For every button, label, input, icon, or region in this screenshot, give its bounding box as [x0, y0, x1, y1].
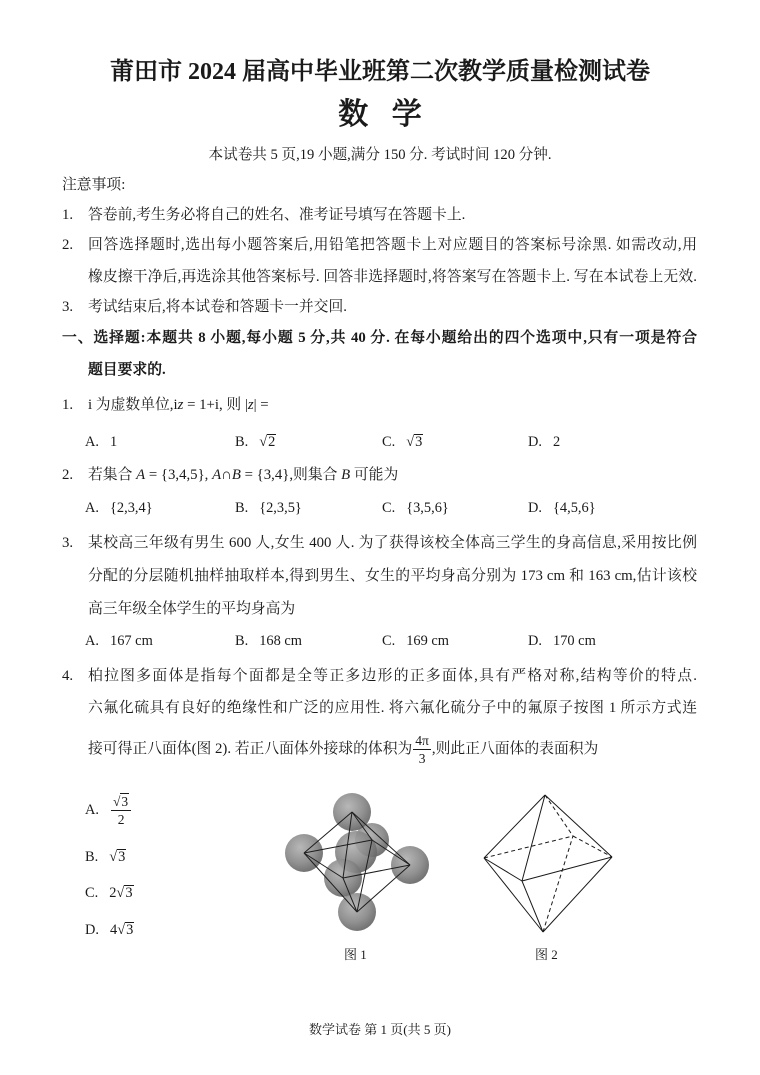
option-label: A.	[85, 434, 99, 450]
sqrt-expression	[113, 793, 129, 810]
option-value: 170 cm	[553, 633, 596, 649]
radicand: 3	[126, 922, 134, 938]
octahedron-edge	[484, 858, 522, 881]
math-variable: B	[341, 467, 351, 483]
figure-1-caption: 图 1	[344, 947, 367, 962]
option-value: 2	[553, 434, 561, 450]
coefficient: 4	[110, 922, 118, 938]
sqrt-sign: √	[113, 794, 121, 810]
exam-info: 本试卷共 5 页,19 小题,满分 150 分. 考试时间 120 分钟.	[208, 147, 552, 163]
option-label: C.	[382, 633, 396, 649]
figure-2-caption: 图 2	[535, 947, 558, 962]
option-label: A.	[85, 500, 99, 516]
option-a	[85, 498, 153, 518]
question-number: 3.	[62, 535, 74, 551]
octahedron-edge	[484, 795, 545, 858]
stem-text: i 为虚数单位,i	[88, 397, 178, 413]
option-label: C.	[382, 434, 396, 450]
option-label: D.	[85, 922, 99, 938]
notice-item-text: 回答选择题时,选出每小题答案后,用铅笔把答题卡上对应题目的答案标号涂黑. 如需改动,用	[88, 237, 697, 253]
option-a	[85, 631, 153, 651]
math-variable: z	[247, 397, 254, 413]
stem-text: ,则此正八面体的表面积为	[431, 741, 599, 757]
figure-1-sf6-molecule	[285, 793, 429, 931]
stem-text: 接可得正八面体(图 2). 若正八面体外接球的体积为	[88, 741, 413, 757]
question-number: 2.	[62, 467, 74, 483]
option-value: 167 cm	[110, 633, 153, 649]
option-d	[528, 432, 560, 452]
question-number: 4.	[62, 668, 74, 684]
radicand: 3	[415, 434, 423, 450]
question-2-stem	[88, 465, 398, 485]
question-number: 1.	[62, 397, 74, 413]
sqrt-expression	[116, 883, 133, 903]
subject-title: 数 学	[338, 98, 422, 131]
stem-text: | =	[253, 397, 269, 413]
radicand: 3	[125, 885, 133, 901]
option-a	[85, 790, 132, 830]
stem-text: = 1+i, 则 |	[183, 397, 248, 413]
notice-item-text: 考试结束后,将本试卷和答题卡一并交回.	[88, 299, 347, 315]
intersection-symbol: ∩	[221, 467, 232, 483]
option-b	[235, 631, 302, 651]
octahedron-edge	[522, 857, 612, 881]
sqrt-sign: √	[109, 849, 118, 865]
fraction-denominator: 3	[418, 751, 426, 767]
option-label: B.	[235, 633, 249, 649]
math-variable: A	[212, 467, 222, 483]
option-label: D.	[528, 434, 542, 450]
radicand: 2	[268, 434, 276, 450]
fraction-numerator	[111, 793, 131, 811]
octahedron-edge-hidden	[543, 836, 573, 932]
option-label: D.	[528, 633, 542, 649]
figure-2-octahedron	[484, 795, 612, 932]
radicand: 3	[121, 794, 129, 810]
option-b	[235, 432, 276, 452]
coefficient: 2	[109, 885, 117, 901]
notice-item-number: 3.	[62, 299, 74, 315]
octahedron-edge	[545, 795, 612, 857]
stem-text: = {3,4},则集合	[240, 467, 342, 483]
stem-text: = {3,4,5},	[145, 467, 213, 483]
section-heading: 题目要求的.	[88, 362, 166, 378]
question-4-text	[88, 730, 598, 768]
option-value: 1	[110, 434, 118, 450]
option-a	[85, 432, 117, 452]
math-variable: z	[177, 397, 184, 413]
option-value: {3,5,6}	[406, 500, 449, 516]
sqrt-sign: √	[259, 434, 268, 450]
octahedron-edge	[522, 795, 545, 881]
sqrt-expression	[117, 920, 134, 940]
octahedron-edge-hidden	[484, 836, 573, 858]
option-value: {2,3,4}	[110, 500, 153, 516]
option-c	[382, 498, 449, 518]
notice-item-text: 橡皮擦干净后,再选涂其他答案标号. 回答非选择题时,将答案写在答题卡上. 写在本试卷上无效.	[88, 269, 697, 285]
question-3-text: 某校高三年级有男生 600 人,女生 400 人. 为了获得该校全体高三学生的身高信息,采用按比例	[88, 535, 697, 551]
question-4-text: 六氟化硫具有良好的绝缘性和广泛的应用性. 将六氟化硫分子中的氟原子按图 1 所示方式连	[88, 700, 697, 716]
question-1-stem	[88, 395, 269, 415]
option-value: 169 cm	[406, 633, 449, 649]
option-d	[528, 498, 596, 518]
sqrt-sign: √	[406, 434, 415, 450]
octahedron-edge	[543, 857, 612, 932]
option-label: C.	[85, 885, 99, 901]
math-variable: B	[231, 467, 241, 483]
option-value: 168 cm	[259, 633, 302, 649]
question-3-text: 分配的分层随机抽样抽取样本,得到男生、女生的平均身高分别为 173 cm 和 163 cm,估计该校	[88, 568, 697, 584]
notice-item-number: 1.	[62, 207, 74, 223]
option-b	[235, 498, 302, 518]
question-4-text: 柏拉图多面体是指每个面都是全等正多边形的正多面体,具有严格对称,结构等价的特点.	[88, 668, 697, 684]
option-d	[85, 920, 134, 940]
option-c	[382, 432, 423, 452]
option-d	[528, 631, 596, 651]
sqrt-expression	[406, 432, 423, 452]
question-3-text: 高三年级全体学生的平均身高为	[88, 601, 296, 617]
math-variable: A	[136, 467, 146, 483]
octahedron-edge-hidden	[545, 795, 573, 836]
fraction-volume	[413, 732, 431, 767]
notice-item-text: 答卷前,考生务必将自己的姓名、准考证号填写在答题卡上.	[88, 207, 466, 223]
figures	[280, 785, 625, 940]
option-label: C.	[382, 500, 396, 516]
option-label: B.	[235, 500, 249, 516]
radicand: 3	[118, 849, 126, 865]
option-label: D.	[528, 500, 542, 516]
notice-item-number: 2.	[62, 237, 74, 253]
option-value: {4,5,6}	[553, 500, 596, 516]
stem-text: 可能为	[350, 467, 399, 483]
option-label: A.	[85, 633, 99, 649]
option-c	[382, 631, 449, 651]
option-label: B.	[235, 434, 249, 450]
section-heading: 一、选择题:本题共 8 小题,每小题 5 分,共 40 分. 在每小题给出的四个选项中,只有一项是符合	[62, 330, 697, 346]
page-footer: 数学试卷 第 1 页(共 5 页)	[309, 1022, 451, 1037]
notice-heading: 注意事项:	[62, 177, 126, 193]
fraction-denominator: 2	[117, 812, 125, 828]
option-value: {2,3,5}	[259, 500, 302, 516]
fraction	[111, 793, 131, 828]
sqrt-sign: √	[116, 885, 125, 901]
option-c	[85, 883, 134, 903]
exam-title: 莆田市 2024 届高中毕业班第二次教学质量检测试卷	[110, 59, 650, 85]
option-label: A.	[85, 802, 99, 818]
octahedron-edge	[522, 881, 543, 932]
octahedron-edge	[484, 858, 543, 932]
sqrt-expression	[259, 432, 276, 452]
option-b	[85, 847, 126, 867]
option-label: B.	[85, 849, 99, 865]
fraction-numerator: 4π	[415, 733, 429, 749]
stem-text: 若集合	[88, 467, 137, 483]
sqrt-expression	[109, 847, 126, 867]
sqrt-sign: √	[117, 922, 126, 938]
